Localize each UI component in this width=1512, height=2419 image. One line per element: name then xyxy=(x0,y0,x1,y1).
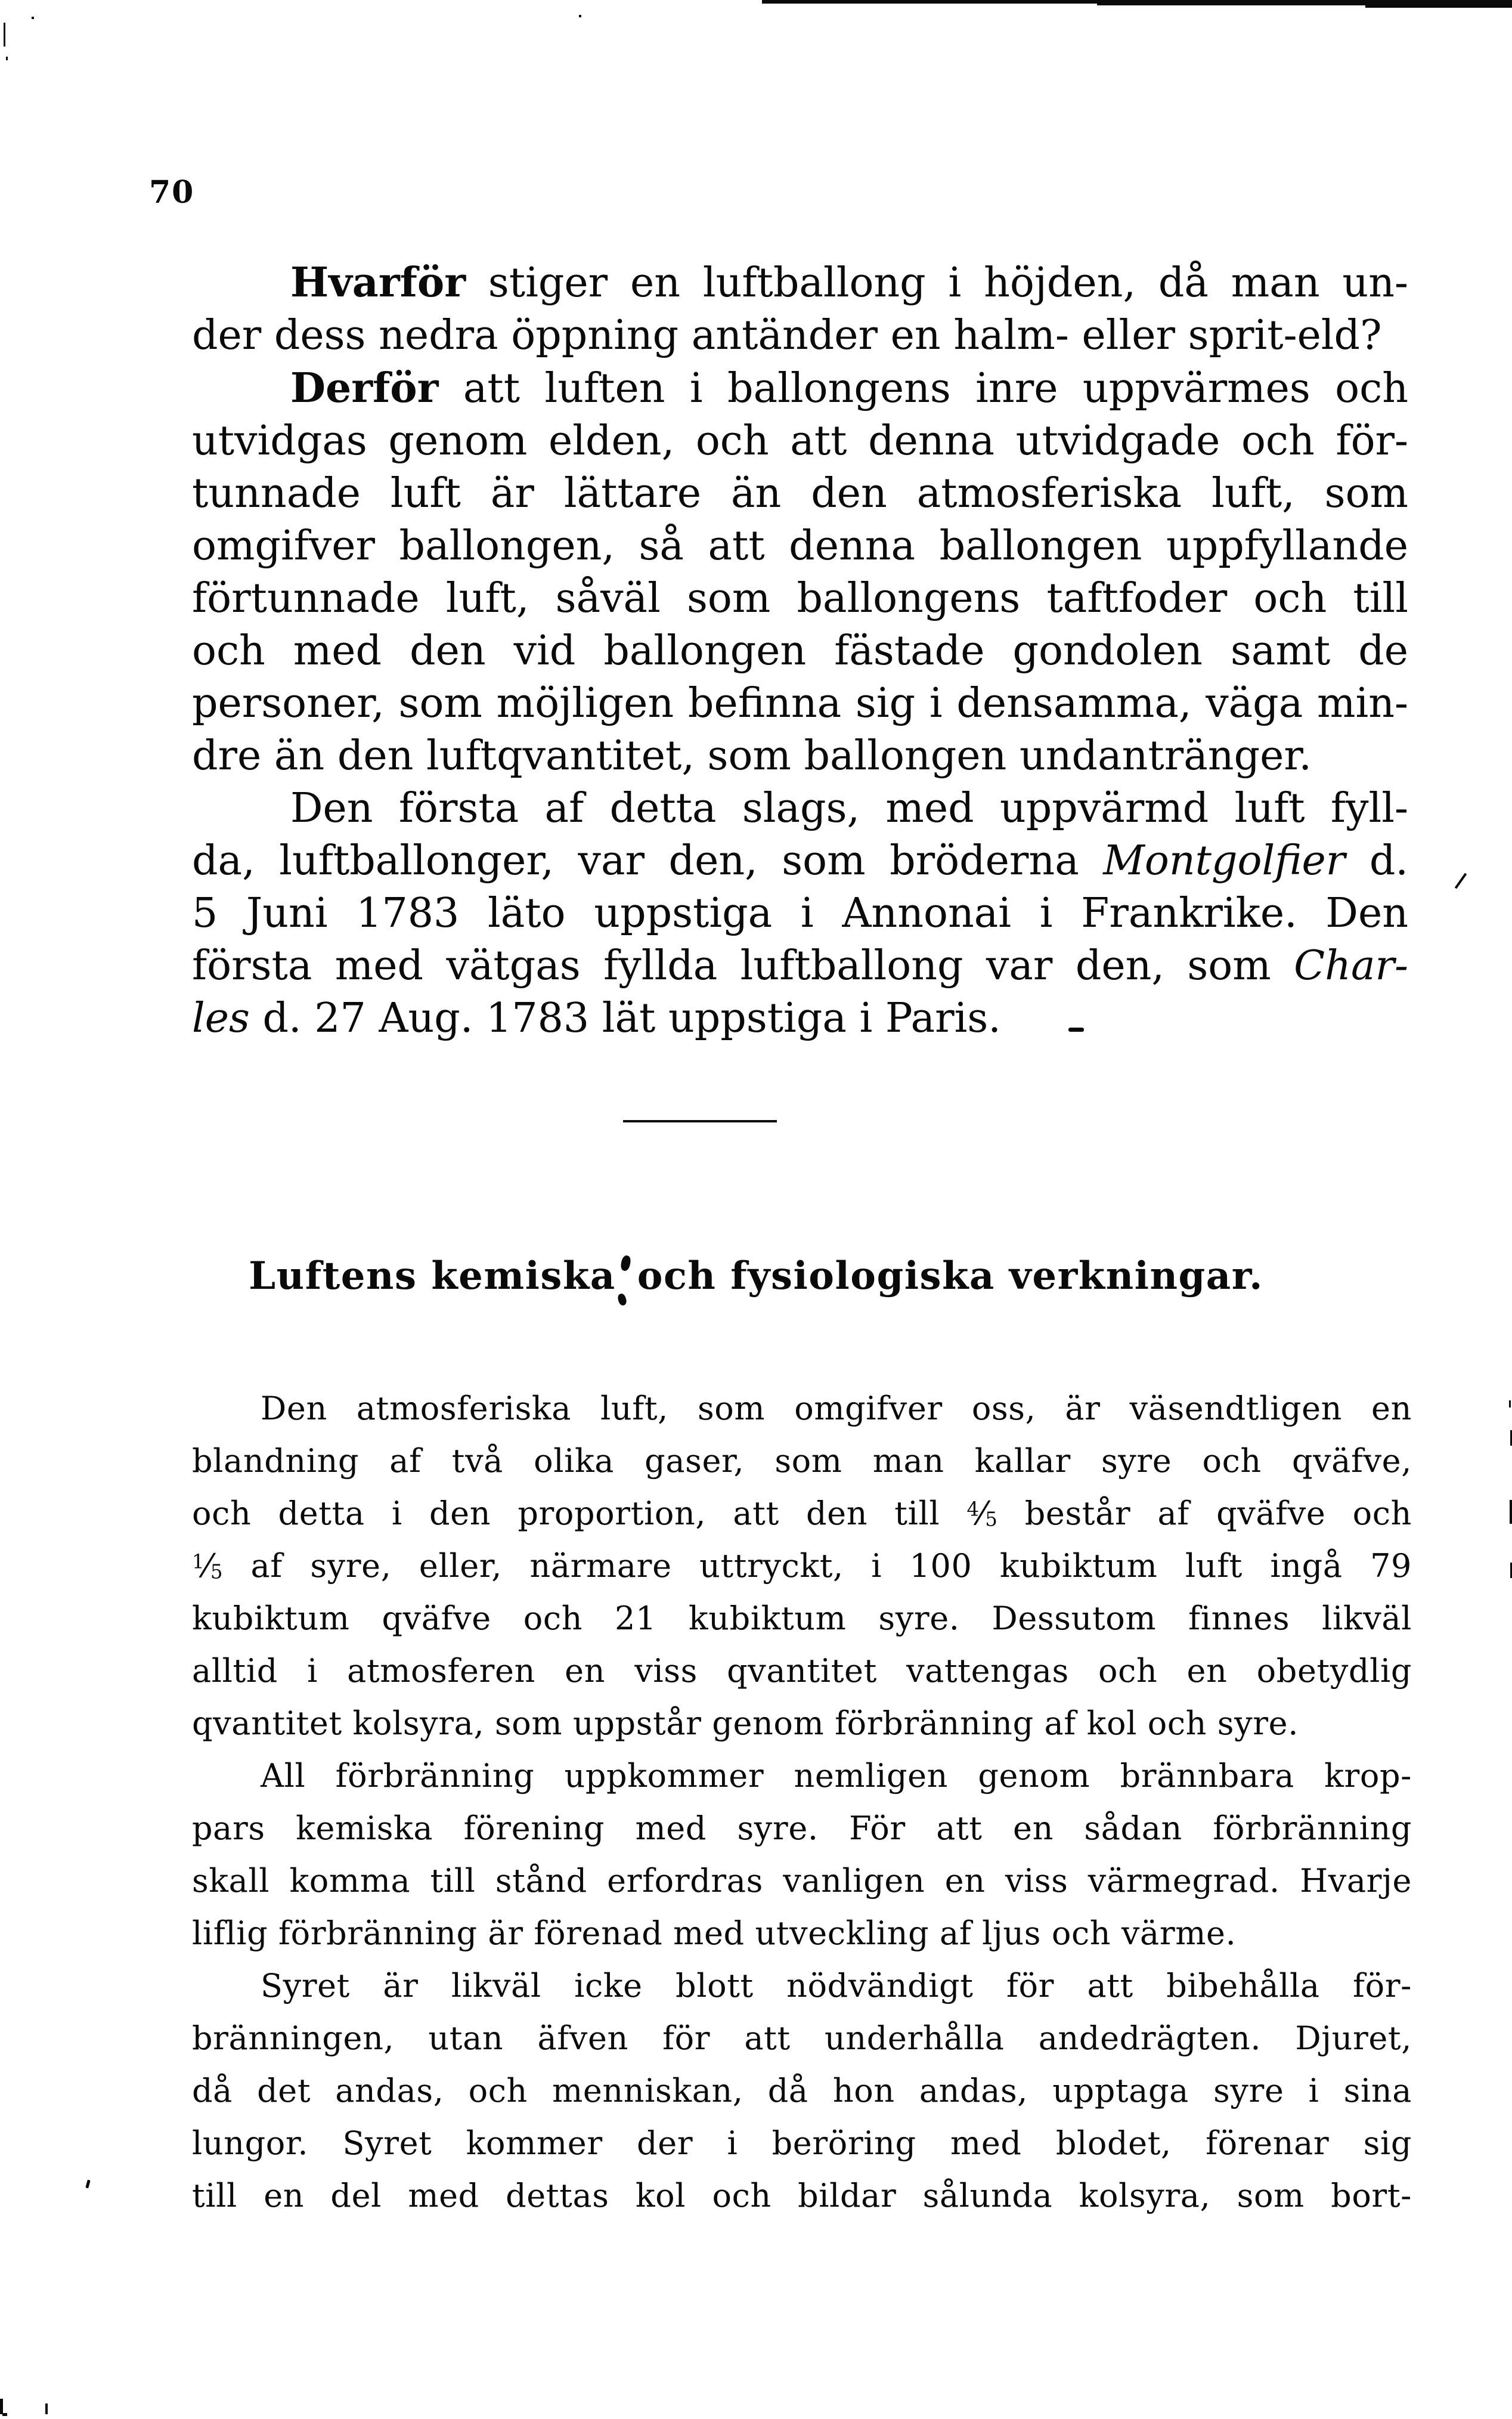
text-run: d. xyxy=(1345,837,1409,884)
scan-edge-artifact xyxy=(4,23,5,47)
text-run: af syre, eller, närmare uttryckt, i 100 kubiktum luft ingå 79 xyxy=(223,1547,1412,1585)
section-divider-rule xyxy=(623,1120,777,1122)
text-line xyxy=(192,1750,1412,1802)
text-run: alltid i atmosferen en viss qvantitet vattengas och en obetydlig xyxy=(192,1652,1412,1690)
text-line xyxy=(192,940,1408,992)
text-run: tunnade luft är lättare än den atmosferiska luft, som xyxy=(192,470,1408,517)
text-line xyxy=(192,468,1408,520)
text-line xyxy=(192,362,1408,415)
text-line xyxy=(192,992,1408,1045)
text-line xyxy=(192,2065,1412,2117)
text-line xyxy=(192,678,1408,730)
scan-edge-artifact xyxy=(0,2399,3,2414)
text-run: Luftens kemiska xyxy=(249,1254,616,1298)
text-run: bränningen, utan äfven för att underhålla andedrägten. Djuret, xyxy=(192,2019,1412,2057)
text-run: består af qväfve och xyxy=(997,1495,1412,1532)
text-run: All förbränning uppkommer nemligen genom brännbara krop- xyxy=(261,1757,1412,1795)
text-run: les xyxy=(192,995,250,1042)
text-run: skall komma till stånd erfordras vanligen en viss värmegrad. Hvarje xyxy=(192,1862,1412,1900)
text-run: liflig förbränning är förenad med utveckling af ljus och värme. xyxy=(192,1914,1237,1952)
text-line xyxy=(192,1435,1412,1487)
text-line xyxy=(192,310,1408,362)
scan-edge-artifact xyxy=(1509,1400,1511,1408)
scan-edge-artifact xyxy=(1097,0,1367,5)
text-run: dre än den luftqvantitet, som ballongen undantränger. xyxy=(192,732,1312,779)
text-line xyxy=(192,625,1408,678)
ink-speck-artifact xyxy=(85,2180,90,2189)
ink-speck-artifact xyxy=(1455,873,1467,889)
text-line xyxy=(192,520,1408,573)
text-run: der dess nedra öppning antänder en halm- eller sprit-eld? xyxy=(192,312,1382,359)
text-line xyxy=(192,1855,1412,1907)
text-run: d. 27 Aug. 1783 lät uppstiga i Paris. xyxy=(249,995,1001,1042)
text-run: personer, som möjligen befinna sig i densamma, väga min- xyxy=(192,680,1408,727)
text-run: och fysiologiska verkningar. xyxy=(637,1254,1263,1298)
page-number: 70 xyxy=(149,174,195,211)
ink-speck-artifact xyxy=(32,17,34,19)
text-run: stiger en luftballong i höjden, då man un- xyxy=(466,259,1408,307)
ink-speck-artifact xyxy=(579,15,581,17)
ink-smudge-artifact xyxy=(616,1284,637,1289)
scan-edge-artifact xyxy=(762,0,1097,4)
text-run: då det andas, och menniskan, då hon andas, upptaga syre i sina xyxy=(192,2072,1412,2109)
text-line xyxy=(192,1592,1412,1645)
text-run: till en del med dettas kol och bildar sålunda kolsyra, som bort- xyxy=(192,2177,1412,2214)
text-line xyxy=(192,2117,1412,2170)
text-run: 5 Juni 1783 läto uppstiga i Annonai i Frankrike. Den xyxy=(192,890,1408,937)
fraction: $^4⁄_5$ xyxy=(966,1495,998,1532)
text-line xyxy=(192,2012,1412,2065)
text-line xyxy=(192,1487,1412,1540)
scan-edge-artifact xyxy=(1365,0,1512,8)
scan-edge-artifact xyxy=(45,2403,48,2414)
text-run: blandning af två olika gaser, som man kallar syre och qväfve, xyxy=(192,1442,1412,1480)
text-line xyxy=(148,1246,1364,1306)
text-line xyxy=(192,2170,1412,2222)
text-run: Den atmosferiska luft, som omgifver oss, är väsendtligen en xyxy=(261,1390,1412,1427)
text-line xyxy=(192,1540,1412,1592)
text-run: och med den vid ballongen fästade gondolen samt de xyxy=(192,627,1408,675)
text-line xyxy=(192,1645,1412,1697)
fraction: $^1⁄_5$ xyxy=(192,1547,224,1585)
text-run: omgifver ballongen, så att denna ballongen uppfyllande xyxy=(192,522,1408,570)
chapter-heading xyxy=(148,1246,1364,1306)
text-line xyxy=(192,1960,1412,2012)
text-run: Den första af detta slags, med uppvärmd luft fyll- xyxy=(290,785,1408,832)
text-line xyxy=(192,782,1408,835)
text-run: pars kemiska förening med syre. För att en sådan förbränning xyxy=(192,1809,1412,1847)
text-run: Syret är likväl icke blott nödvändigt för att bibehålla för- xyxy=(261,1967,1412,2005)
text-run: da, luftballonger, var den, som bröderna xyxy=(192,837,1104,884)
text-line xyxy=(192,1802,1412,1855)
text-line xyxy=(192,573,1408,625)
text-run: Char- xyxy=(1294,942,1408,989)
text-line xyxy=(192,1382,1412,1435)
text-run: utvidgas genom elden, och att denna utvidgade och för- xyxy=(192,417,1408,465)
scan-edge-artifact xyxy=(2,2413,7,2416)
text-run: första med vätgas fyllda luftballong var den, som xyxy=(192,942,1294,989)
text-run: kubiktum qväfve och 21 kubiktum syre. Dessutom finnes likväl xyxy=(192,1600,1412,1637)
text-run: Hvarför xyxy=(290,259,466,307)
text-line xyxy=(192,887,1408,940)
scan-edge-artifact xyxy=(1510,1500,1512,1524)
text-run: och detta i den proportion, att den till xyxy=(192,1495,967,1532)
air-chemistry-section-paragraphs xyxy=(192,1382,1412,2222)
text-run: förtunnade luft, såväl som ballongens taftfoder och till xyxy=(192,575,1408,622)
text-line xyxy=(192,835,1408,887)
text-run: qvantitet kolsyra, som uppstår genom förbränning af kol och syre. xyxy=(192,1705,1299,1742)
text-run: Montgolfier xyxy=(1103,837,1346,884)
text-line xyxy=(192,415,1408,468)
balloon-section-paragraphs xyxy=(192,256,1408,1045)
text-line xyxy=(192,1697,1412,1750)
text-run: Derför xyxy=(290,364,439,412)
text-run: lungor. Syret kommer der i beröring med blodet, förenar sig xyxy=(192,2124,1412,2162)
scan-edge-artifact xyxy=(6,57,8,60)
text-run: att luften i ballongens inre uppvärmes och xyxy=(438,365,1408,412)
text-line xyxy=(192,256,1408,310)
text-line xyxy=(192,1907,1412,1960)
text-line xyxy=(192,730,1408,782)
